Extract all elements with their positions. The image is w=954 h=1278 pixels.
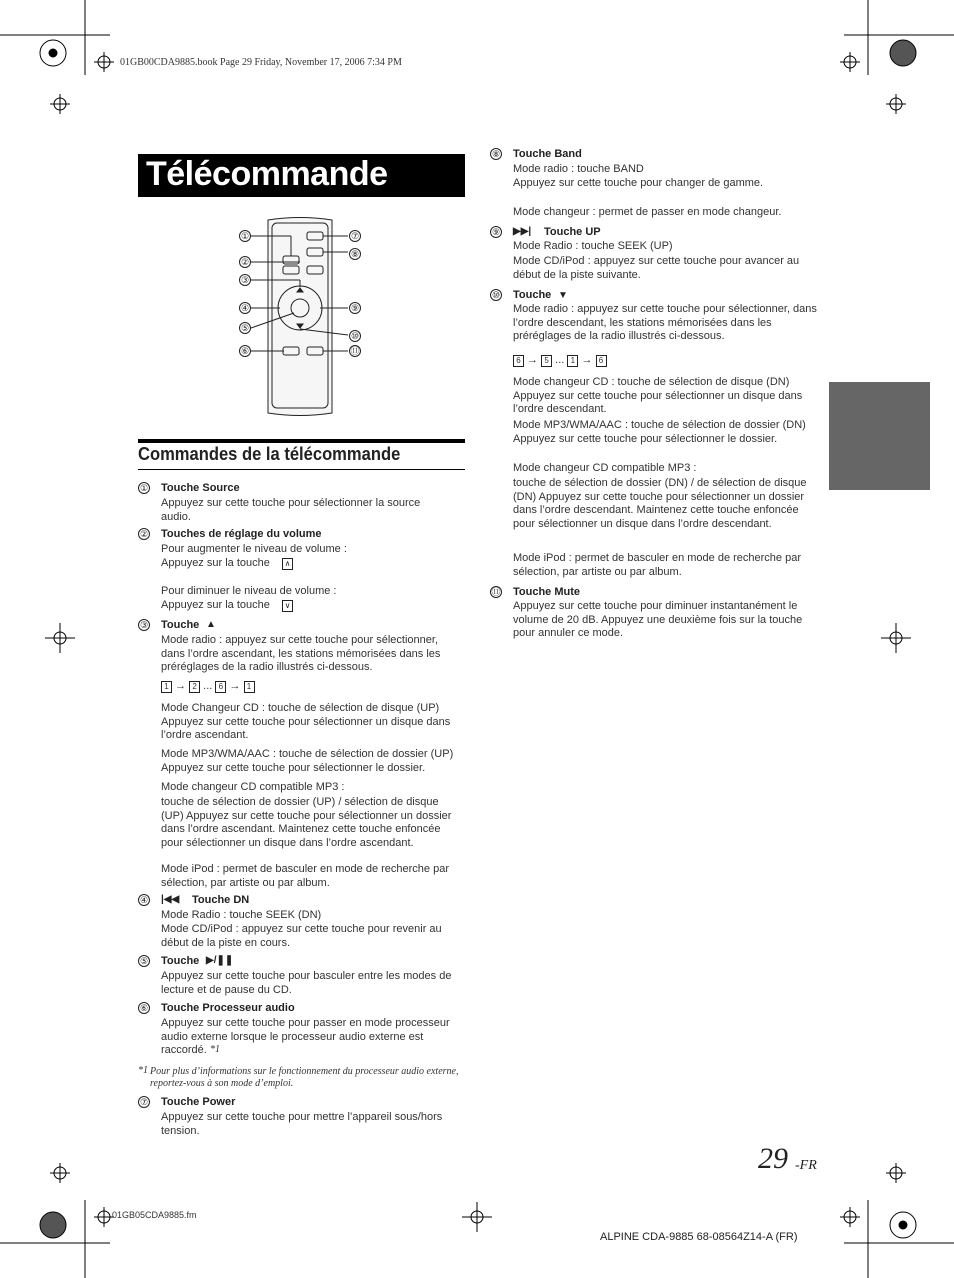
item-7-p1: Appuyez sur cette touche pour mettre l’appareil sous/hors tension. (161, 1111, 443, 1137)
item-10-p5: touche de sélection de dossier (DN) / de sélection de disque (DN) Appuyez sur cette touche pour sélectionner un dossier dans l’ordre descendant. Maintenez cette touche enfoncée pour sélectionner un disque dans l’ordre descendant. (513, 477, 807, 530)
down-triangle-icon: ▼ (558, 290, 568, 301)
item-head-1: Touche Source (161, 482, 240, 494)
item-3-p6: Mode iPod : permet de basculer en mode de recherche par sélection, par artiste ou par album. (161, 863, 449, 889)
item-num-9: ⑨ (491, 226, 501, 237)
item-3-p4: Mode changeur CD compatible MP3 : (161, 781, 345, 793)
item-head-3: Touche (161, 619, 200, 631)
item-10-p2: Mode changeur CD : touche de sélection de disque (DN) Appuyez sur cette touche pour sélectionner un disque dans l’ordre descendant. (513, 376, 803, 415)
vol-down-icon: ∨ (282, 600, 293, 612)
callout-8: ⑧ (350, 248, 360, 259)
item-8-p3: Mode changeur : permet de passer en mode changeur. (513, 206, 782, 218)
item-9-p1: Mode Radio : touche SEEK (UP) (513, 240, 673, 252)
item-4-p2: Mode CD/iPod : appuyez sur cette touche pour revenir au début de la piste en cours. (161, 923, 442, 949)
item-5-p1: Appuyez sur cette touche pour basculer entre les modes de lecture et de pause du CD. (161, 970, 452, 996)
item-8-p2: Appuyez sur cette touche pour changer de gamme. (513, 177, 764, 189)
item-head-8: Touche Band (513, 148, 582, 160)
item-11-p1: Appuyez sur cette touche pour diminuer instantanément le volume de 20 dB. Appuyez une deuxième fois sur la touche pour annuler ce mode. (513, 600, 803, 639)
item-3-p2: Mode Changeur CD : touche de sélection de disque (UP) Appuyez sur cette touche pour sélectionner un disque dans l’ordre ascendant. (161, 702, 451, 741)
callout-6: ⑥ (240, 345, 250, 356)
section-title: Commandes de la télécommande (138, 444, 401, 464)
item-num-2: ② (139, 528, 149, 539)
item-head-7: Touche Power (161, 1096, 236, 1108)
footer-file: 01GB05CDA9885.fm (112, 1210, 197, 1220)
callout-7: ⑦ (350, 230, 360, 241)
page-title: Télécommande (146, 155, 388, 193)
footnote-marker: *1 (210, 1044, 220, 1055)
item-3-p3: Mode MP3/WMA/AAC : touche de sélection de dossier (UP) Appuyez sur cette touche pour sélectionner le dossier. (161, 748, 454, 774)
chapter-tab (829, 382, 930, 490)
item-num-4: ④ (139, 894, 149, 905)
item-num-1: ① (139, 482, 149, 493)
item-num-7: ⑦ (139, 1096, 149, 1107)
item-head-2: Touches de réglage du volume (161, 528, 322, 540)
item-10-p3: Mode MP3/WMA/AAC : touche de sélection de dossier (DN) Appuyez sur cette touche pour sélectionner le dossier. (513, 419, 806, 445)
item-10-p4: Mode changeur CD compatible MP3 : (513, 462, 697, 474)
item-3-p5: touche de sélection de dossier (UP) / sélection de disque (UP) Appuyez sur cette touche pour sélectionner un dossier dans l’ordre ascendant. Maintenez cette touche enfoncée pour sélectionner un disque dans l’ordre ascendant. (161, 796, 452, 849)
footer-model: ALPINE CDA-9885 68-08564Z14-A (FR) (600, 1231, 798, 1243)
vol-down-label: Pour diminuer le niveau de volume : (161, 585, 337, 597)
item-3-p1: Mode radio : appuyez sur cette touche pour sélectionner, dans l’ordre ascendant, les stations mémorisées dans les préréglages de la radio illustrés ci-dessous. (161, 634, 441, 673)
item-num-5: ⑤ (139, 955, 149, 966)
item-head-5: Touche (161, 955, 200, 967)
page-suffix: -FR (795, 1158, 817, 1173)
vol-down-instruction: Appuyez sur la touche (161, 599, 270, 611)
item-8-p1: Mode radio : touche BAND (513, 163, 644, 175)
preset-sequence-down: 6 → 5 ... 1 → 6 (513, 354, 607, 368)
callout-3: ③ (240, 274, 250, 285)
next-track-icon: ▶▶| (513, 226, 532, 237)
vol-up-instruction: Appuyez sur la touche (161, 557, 270, 569)
item-head-9: Touche UP (544, 226, 601, 238)
item-6-p1: Appuyez sur cette touche pour passer en mode processeur audio externe lorsque le processeur audio externe est raccordé. (161, 1017, 450, 1056)
callout-4: ④ (240, 302, 250, 313)
up-triangle-icon: ▲ (206, 619, 216, 630)
callout-2: ② (240, 256, 250, 267)
vol-up-label: Pour augmenter le niveau de volume : (161, 543, 347, 555)
callout-5: ⑤ (240, 322, 250, 333)
vol-up-icon: ∧ (282, 558, 293, 570)
item-num-3: ③ (139, 619, 149, 630)
item-head-6: Touche Processeur audio (161, 1002, 295, 1014)
section-rule-bottom (138, 469, 465, 470)
section-rule-top (138, 439, 465, 443)
footnote-marker-2: *1 (138, 1065, 148, 1076)
item-num-10: ⑩ (491, 289, 501, 300)
callout-9: ⑨ (350, 302, 360, 313)
callout-1: ① (240, 230, 250, 241)
item-10-p6: Mode iPod : permet de basculer en mode de recherche par sélection, par artiste ou par album. (513, 552, 801, 578)
item-10-p1: Mode radio : appuyez sur cette touche pour sélectionner, dans l’ordre descendant, les stations mémorisées dans les préréglages de la radio illustrés ci-dessous. (513, 303, 817, 342)
item-9-p2: Mode CD/iPod : appuyez sur cette touche pour avancer au début de la piste suivante. (513, 255, 800, 281)
play-pause-icon: ▶/❚❚ (206, 955, 234, 966)
item-4-p1: Mode Radio : touche SEEK (DN) (161, 909, 322, 921)
footnote-text: Pour plus d’informations sur le fonctionnement du processeur audio externe, reportez-vous à son mode d’emploi. (150, 1066, 459, 1089)
item-num-6: ⑥ (139, 1002, 149, 1013)
item-num-11: ⑪ (491, 586, 501, 597)
callout-10: ⑩ (350, 330, 360, 341)
prev-track-icon: |◀◀ (161, 894, 180, 905)
file-info: 01GB00CDA9885.book Page 29 Friday, November 17, 2006 7:34 PM (120, 57, 402, 68)
preset-sequence-up: 1 → 2 ... 6 → 1 (161, 680, 255, 694)
item-num-8: ⑧ (491, 148, 501, 159)
item-head-4: Touche DN (192, 894, 250, 906)
remote-illustration (230, 215, 370, 420)
item-text-1: Appuyez sur cette touche pour sélectionner la source audio. (161, 497, 421, 523)
item-head-10: Touche (513, 289, 552, 301)
callout-11: ⑪ (350, 345, 360, 356)
page-number: 29 (758, 1142, 788, 1175)
item-head-11: Touche Mute (513, 586, 581, 598)
